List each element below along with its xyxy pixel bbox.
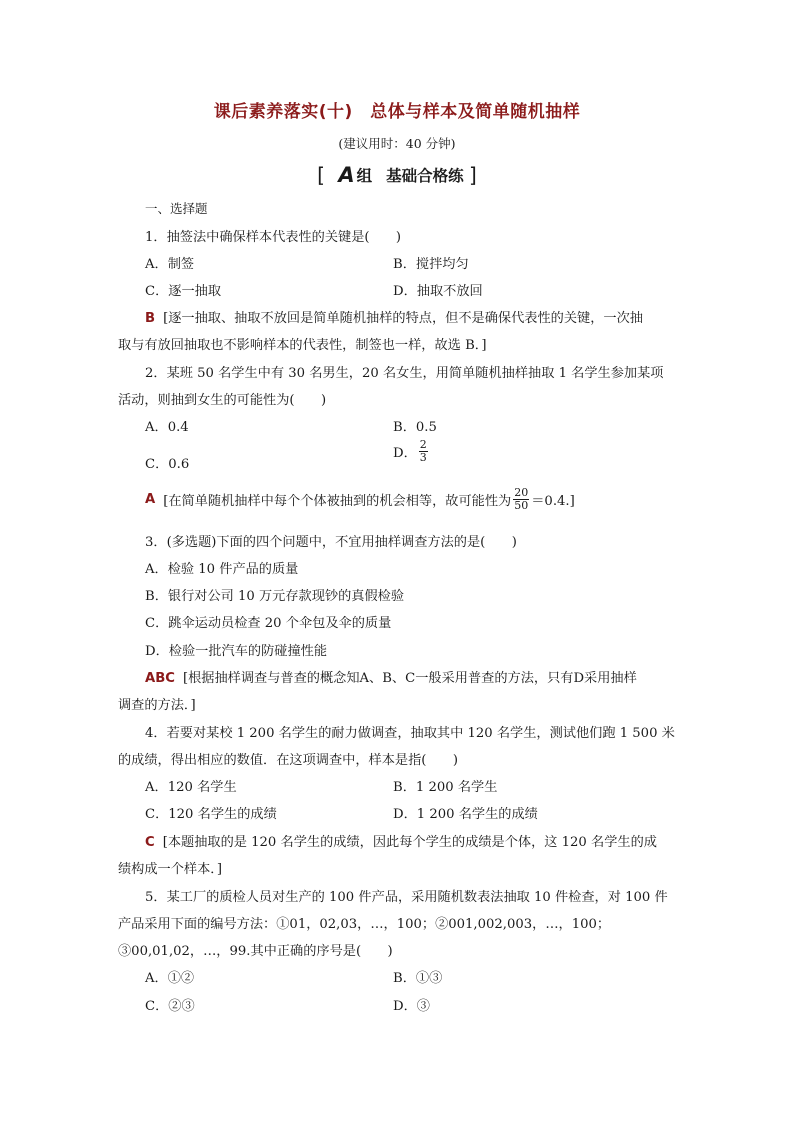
q1-option-d: D．抽取不放回 [393, 284, 483, 299]
q2-option-c: C．0.6 [145, 457, 190, 472]
q1-explanation-line1: [逐一抽取、抽取不放回是简单随机抽样的特点，但不是确保代表性的关键，一次抽 [163, 311, 643, 326]
q2-answer: A [145, 492, 156, 507]
q2-option-d-fraction [419, 439, 428, 464]
q4-option-c: C．120 名学生的成绩 [145, 807, 277, 822]
q4-stem-line2: 的成绩，得出相应的数值．在这项调查中，样本是指( ) [118, 753, 458, 768]
q3-option-b: B．银行对公司 10 万元存款现钞的真假检验 [145, 589, 405, 604]
q2-explanation-fraction [513, 487, 529, 512]
q2-option-d-label: D． [393, 446, 417, 461]
q4-option-a: A．120 名学生 [145, 780, 237, 795]
q2-d-numerator: 2 [419, 438, 427, 451]
group-zu: 组 [356, 167, 373, 185]
group-name: 基础合格练 [386, 167, 464, 185]
q5-option-d: D．③ [393, 999, 430, 1014]
q2-option-b: B．0.5 [393, 420, 437, 435]
q4-stem-line1: 4．若要对某校 1 200 名学生的耐力做调查，抽取其中 120 名学生，测试他们跑 1 500 米 [145, 726, 675, 741]
q5-stem-line1: 5．某工厂的质检人员对生产的 100 件产品，采用随机数表法抽取 10 件检查，对 100 件 [145, 890, 668, 905]
q2-option-d [393, 439, 430, 464]
q1-explanation [145, 307, 643, 326]
q2-exp-numerator: 20 [514, 486, 529, 499]
page-title: 课后素养落实(十) 总体与样本及简单随机抽样 [213, 102, 581, 122]
q1-explanation-line2: 取与有放回抽取也不影响样本的代表性，制签也一样，故选 B．] [118, 338, 487, 353]
q2-explanation [145, 487, 575, 512]
group-close-bracket: ] [469, 163, 477, 187]
group-open-bracket: [ [317, 163, 325, 187]
q3-explanation [145, 667, 637, 686]
group-letter: A [338, 163, 355, 187]
q5-option-a: A．①② [145, 971, 195, 986]
q2-explanation-result: ＝0.4.] [531, 494, 575, 509]
q2-stem-line1: 2．某班 50 名学生中有 30 名男生，20 名女生，用简单随机抽样抽取 1 名学生参加某项 [145, 366, 664, 381]
q3-option-d: D．检验一批汽车的防碰撞性能 [145, 644, 328, 659]
q1-option-a: A．制签 [145, 257, 195, 272]
q5-option-c: C．②③ [145, 999, 195, 1014]
q1-option-c: C．逐一抽取 [145, 284, 222, 299]
q2-d-denominator: 3 [419, 451, 427, 464]
q2-explanation-text: [在简单随机抽样中每个个体被抽到的机会相等，故可能性为 [163, 494, 512, 509]
q4-explanation-line2: 绩构成一个样本．] [118, 862, 223, 877]
q3-explanation-line2: 调查的方法．] [118, 698, 196, 713]
q2-stem-line2: 活动，则抽到女生的可能性为( ) [118, 393, 327, 408]
q4-option-d: D．1 200 名学生的成绩 [393, 807, 538, 822]
q1-option-b: B．搅拌均匀 [393, 257, 469, 272]
q5-stem-line3: ③00,01,02，…，99.其中正确的序号是( ) [118, 944, 393, 959]
q4-option-b: B．1 200 名学生 [393, 780, 498, 795]
q4-explanation [145, 831, 657, 850]
q5-stem-line2: 产品采用下面的编号方法：①01，02,03，…，100；②001,002,003，…，100； [118, 917, 611, 932]
q1-answer: B [145, 311, 156, 326]
q3-stem: 3．(多选题)下面的四个问题中，不宜用抽样调查方法的是( ) [145, 535, 517, 550]
q2-option-a: A．0.4 [145, 420, 189, 435]
q5-option-b: B．①③ [393, 971, 443, 986]
group-heading [0, 163, 794, 187]
q4-explanation-line1: [本题抽取的是 120 名学生的成绩，因此每个学生的成绩是个体，这 120 名学生的成 [162, 835, 657, 850]
q3-option-a: A．检验 10 件产品的质量 [145, 562, 299, 577]
q3-answer: ABC [145, 671, 175, 686]
q4-answer: C [145, 835, 155, 850]
q3-explanation-line1: [根据抽样调查与普查的概念知A、B、C一般采用普查的方法，只有D采用抽样 [182, 671, 637, 686]
section-heading: 一、选择题 [145, 201, 208, 216]
q1-stem: 1．抽签法中确保样本代表性的关键是( ) [145, 230, 402, 245]
q2-exp-denominator: 50 [514, 499, 529, 512]
q3-option-c: C．跳伞运动员检查 20 个伞包及伞的质量 [145, 616, 392, 631]
suggested-time: (建议用时：40 分钟) [338, 136, 456, 151]
